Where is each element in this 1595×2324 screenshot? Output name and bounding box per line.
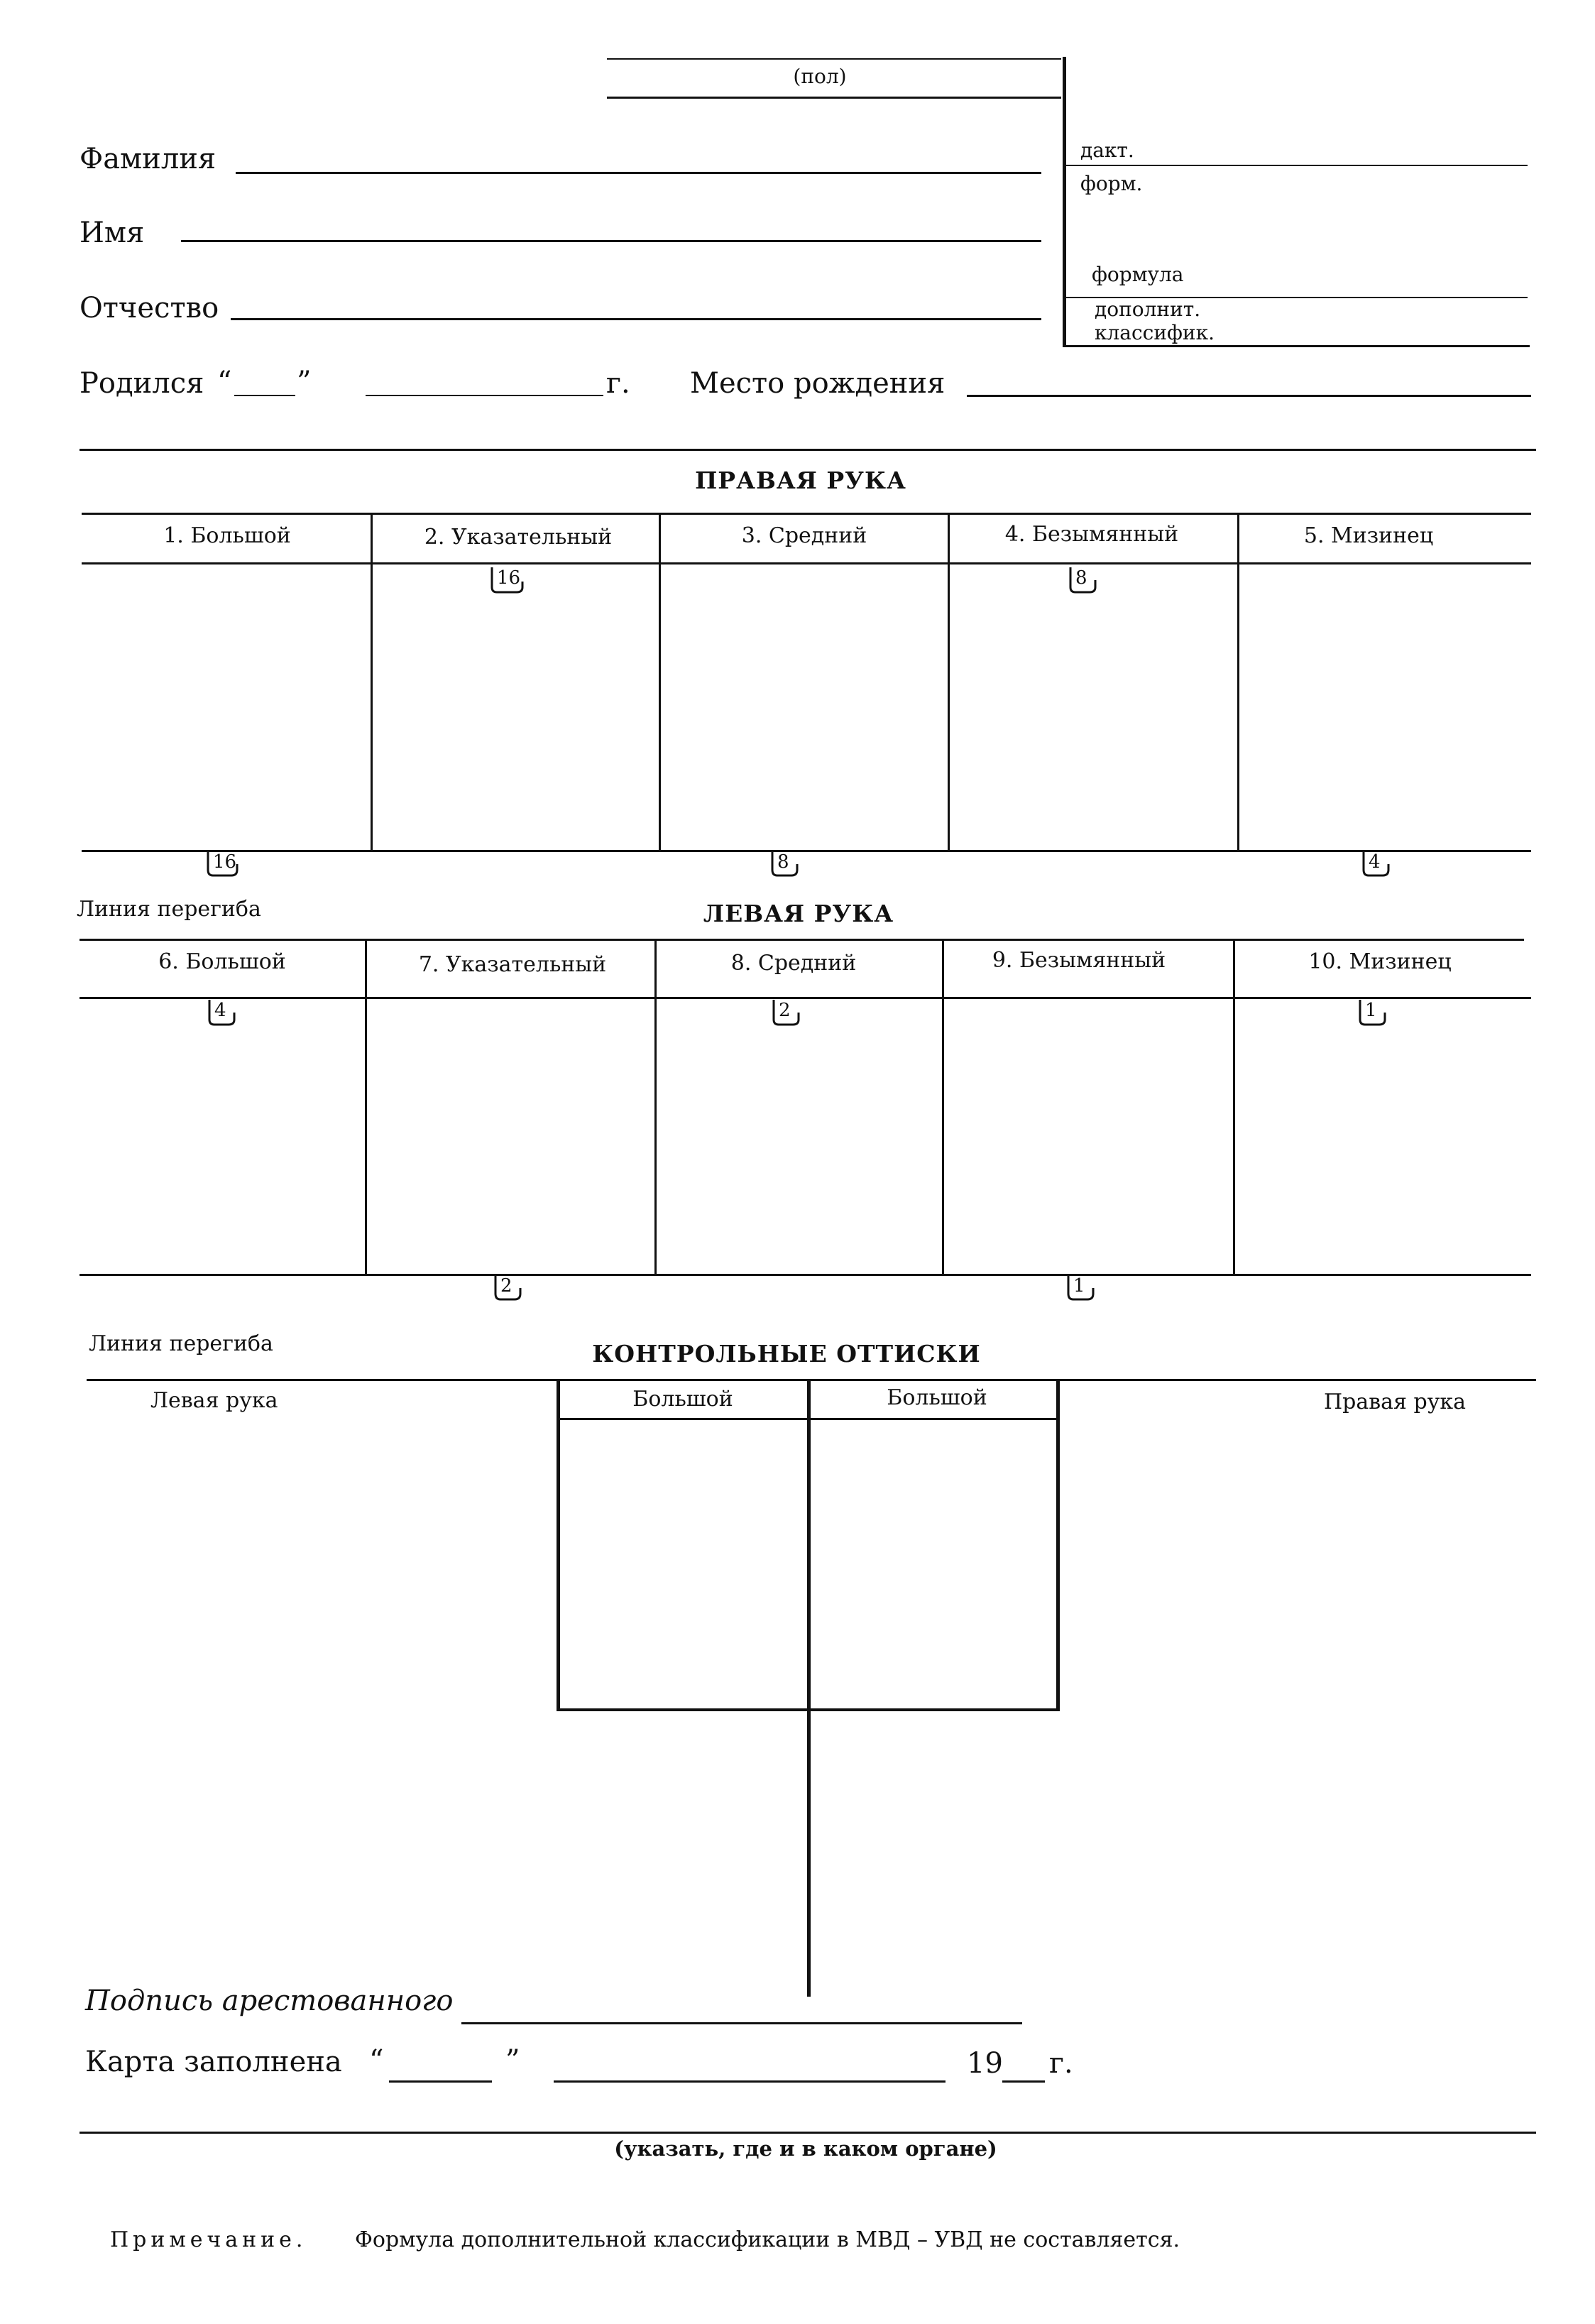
formula-box-border — [1063, 57, 1066, 347]
patronymic-field[interactable] — [231, 318, 1041, 320]
card-quote-open: “ — [369, 2044, 384, 2077]
control-right-thumb-box[interactable] — [811, 1421, 1055, 1707]
fold-line-2-label: Линия перегиба — [89, 1331, 273, 1356]
birthplace-field[interactable] — [967, 395, 1531, 397]
left-bottom-mark-2: 2 — [493, 1274, 529, 1302]
control-thumb-right-label: Большой — [887, 1385, 987, 1410]
control-left-hand-label: Левая рука — [150, 1388, 278, 1413]
card-where-field[interactable] — [80, 2132, 1536, 2134]
signature-field[interactable] — [461, 2022, 1022, 2024]
born-year-suffix: г. — [606, 367, 630, 400]
right-hand-bottom-line — [82, 850, 1531, 852]
formula-label: формула — [1092, 263, 1184, 286]
left-divider-1 — [365, 939, 367, 1275]
control-title: КОНТРОЛЬНЫЕ ОТТИСКИ — [592, 1340, 981, 1368]
left-finger-7-label: 7. Указательный — [418, 952, 607, 977]
extra-label-1: дополнит. — [1095, 298, 1201, 321]
control-center-divider — [807, 1379, 811, 1997]
birthplace-field-2[interactable] — [80, 449, 1536, 451]
note-label: Примечание. — [110, 2227, 307, 2252]
right-divider-1 — [371, 513, 373, 851]
card-month-field[interactable] — [554, 2080, 946, 2083]
gender-top-line — [607, 58, 1061, 60]
gender-field-line[interactable] — [607, 97, 1061, 99]
left-top-mark-4: 4 — [207, 998, 243, 1027]
right-hand-top-line — [82, 513, 1531, 515]
control-left-thumb-box[interactable] — [561, 1421, 806, 1707]
right-finger-4-box[interactable] — [950, 565, 1236, 849]
formula-box-bottom — [1063, 345, 1530, 347]
name-field[interactable] — [181, 240, 1041, 242]
dakt-label: дакт. — [1080, 138, 1134, 162]
left-finger-9-label: 9. Безымянный — [992, 948, 1166, 973]
left-finger-7-box[interactable] — [368, 1000, 653, 1272]
signature-label: Подпись арестованного — [85, 1985, 454, 2017]
right-divider-3 — [948, 513, 950, 851]
right-bottom-mark-16: 16 — [206, 850, 241, 878]
right-finger-3-box[interactable] — [662, 565, 946, 849]
control-thumb-left-label: Большой — [632, 1387, 733, 1412]
left-top-mark-2: 2 — [772, 998, 807, 1027]
note-text: Формула дополнительной классификации в МВД – УВД не составляется. — [355, 2227, 1180, 2252]
left-divider-3 — [942, 939, 944, 1275]
left-finger-6-box[interactable] — [82, 1000, 363, 1272]
right-finger-3-label: 3. Средний — [741, 523, 867, 548]
right-finger-1-label: 1. Большой — [163, 523, 291, 548]
left-hand-title: ЛЕВАЯ РУКА — [703, 900, 894, 927]
left-divider-2 — [654, 939, 657, 1275]
left-finger-6-label: 6. Большой — [158, 949, 286, 974]
born-label: Родился — [80, 367, 204, 400]
control-right-hand-area[interactable] — [1062, 1427, 1530, 1974]
right-bottom-mark-4: 4 — [1361, 850, 1397, 878]
left-top-mark-1: 1 — [1358, 998, 1393, 1027]
right-hand-header-line — [82, 562, 1531, 564]
right-top-mark-8: 8 — [1068, 566, 1104, 594]
left-finger-10-label: 10. Мизинец — [1308, 949, 1452, 974]
dakt-formula-line[interactable] — [1066, 165, 1528, 166]
born-day-field[interactable] — [234, 395, 295, 396]
left-bottom-mark-1: 1 — [1066, 1274, 1102, 1302]
born-quote-open: “ — [217, 366, 232, 398]
control-box-bottom — [557, 1708, 1060, 1711]
right-finger-1-box[interactable] — [84, 565, 369, 849]
card-filled-label: Карта заполнена — [85, 2046, 342, 2078]
left-finger-8-box[interactable] — [657, 1000, 941, 1272]
card-century: 19 — [967, 2047, 1003, 2080]
name-label: Имя — [80, 217, 145, 249]
right-finger-2-box[interactable] — [373, 565, 657, 849]
left-hand-top-line — [80, 939, 1524, 941]
control-header-line — [557, 1418, 1058, 1420]
right-top-mark-16: 16 — [490, 566, 525, 594]
left-divider-4 — [1233, 939, 1235, 1275]
birthplace-label: Место рождения — [690, 367, 946, 400]
surname-field[interactable] — [236, 172, 1041, 174]
card-year-suffix: г. — [1049, 2047, 1073, 2080]
right-divider-2 — [659, 513, 661, 851]
card-quote-close: ” — [505, 2044, 520, 2077]
gender-caption: (пол) — [793, 65, 847, 88]
right-finger-5-label: 5. Мизинец — [1303, 523, 1434, 548]
extra-label-2: классифик. — [1095, 321, 1215, 344]
right-hand-title: ПРАВАЯ РУКА — [695, 467, 906, 494]
card-year-field[interactable] — [1002, 2080, 1045, 2083]
control-top-line — [87, 1379, 1536, 1381]
fold-line-1-label: Линия перегиба — [77, 897, 261, 922]
form-label: форм. — [1080, 172, 1143, 195]
left-finger-10-box[interactable] — [1236, 1000, 1530, 1272]
card-day-field[interactable] — [389, 2080, 492, 2083]
where-caption: (указать, где и в каком органе) — [614, 2137, 997, 2161]
right-finger-5-box[interactable] — [1240, 565, 1530, 849]
left-hand-bottom-line — [80, 1274, 1531, 1276]
patronymic-label: Отчество — [80, 292, 219, 324]
control-right-hand-label: Правая рука — [1324, 1390, 1466, 1414]
born-quote-close: ” — [297, 366, 312, 398]
right-finger-2-label: 2. Указательный — [424, 525, 613, 550]
control-box-left — [557, 1379, 560, 1710]
right-finger-4-label: 4. Безымянный — [1004, 522, 1179, 547]
left-finger-8-label: 8. Средний — [730, 951, 857, 976]
right-divider-4 — [1237, 513, 1239, 851]
surname-label: Фамилия — [80, 143, 216, 175]
left-finger-9-box[interactable] — [945, 1000, 1232, 1272]
born-month-year-field[interactable] — [366, 395, 603, 396]
control-box-right — [1056, 1379, 1060, 1710]
right-bottom-mark-8: 8 — [770, 850, 806, 878]
control-left-hand-area[interactable] — [87, 1420, 552, 1974]
